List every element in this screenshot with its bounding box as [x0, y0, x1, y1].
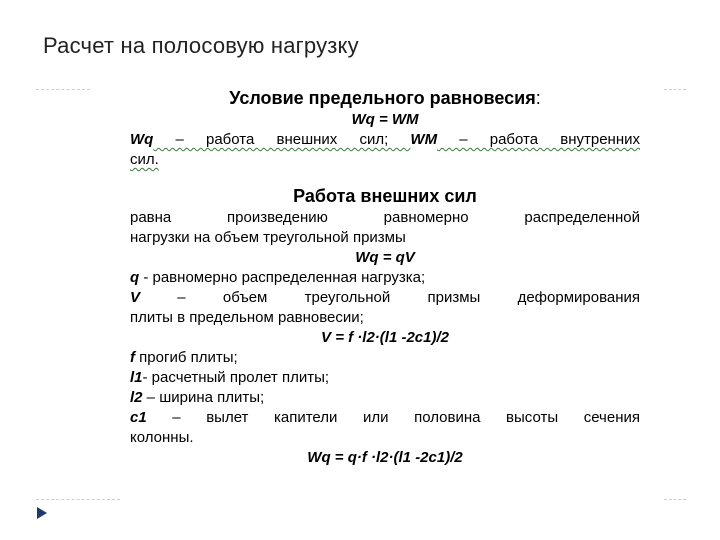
- triangle-right-icon[interactable]: [36, 506, 48, 520]
- definition-l1: l1- расчетный пролет плиты;: [130, 369, 330, 386]
- equation-4: Wq = q·f ·l2·(l1 -2c1)/2: [307, 449, 463, 466]
- document-body: [130, 86, 640, 468]
- heading-equilibrium-text: Условие предельного равновесия: [229, 88, 536, 108]
- paragraph-line-1: равна произведению равномерно распределенной: [130, 209, 640, 226]
- slide-title: Расчет на полосовую нагрузку: [43, 33, 359, 58]
- definition-c1: c1 – вылет капители или половина высоты сечения: [130, 409, 640, 426]
- definition-v-cont: плиты в предельном равновесии;: [130, 309, 364, 326]
- heading-equilibrium: Условие предельного равновесия:: [229, 88, 541, 108]
- definition-work: Wq – работа внешних сил; WM – работа внутренних: [130, 131, 640, 148]
- divider-bottom-right: [664, 499, 686, 500]
- definition-v: V – объем треугольной призмы деформирования: [130, 289, 640, 306]
- equation-3: V = f ·l2·(l1 -2c1)/2: [321, 329, 449, 346]
- divider-bottom-left: [36, 499, 120, 500]
- heading-external-work: Работа внешних сил: [293, 186, 477, 206]
- equation-1: Wq = WM: [351, 111, 419, 128]
- definition-f: f прогиб плиты;: [130, 349, 238, 366]
- definition-l2: l2 – ширина плиты;: [130, 389, 265, 406]
- divider-top-left: [36, 89, 90, 90]
- definition-q: q - равномерно распределенная нагрузка;: [130, 269, 426, 286]
- equation-2: Wq = qV: [355, 249, 415, 266]
- definition-work-cont: сил.: [130, 151, 159, 168]
- paragraph-line-2: нагрузки на объем треугольной призмы: [130, 229, 406, 246]
- divider-top-right: [664, 89, 686, 90]
- definition-c1-cont: колонны.: [130, 429, 194, 446]
